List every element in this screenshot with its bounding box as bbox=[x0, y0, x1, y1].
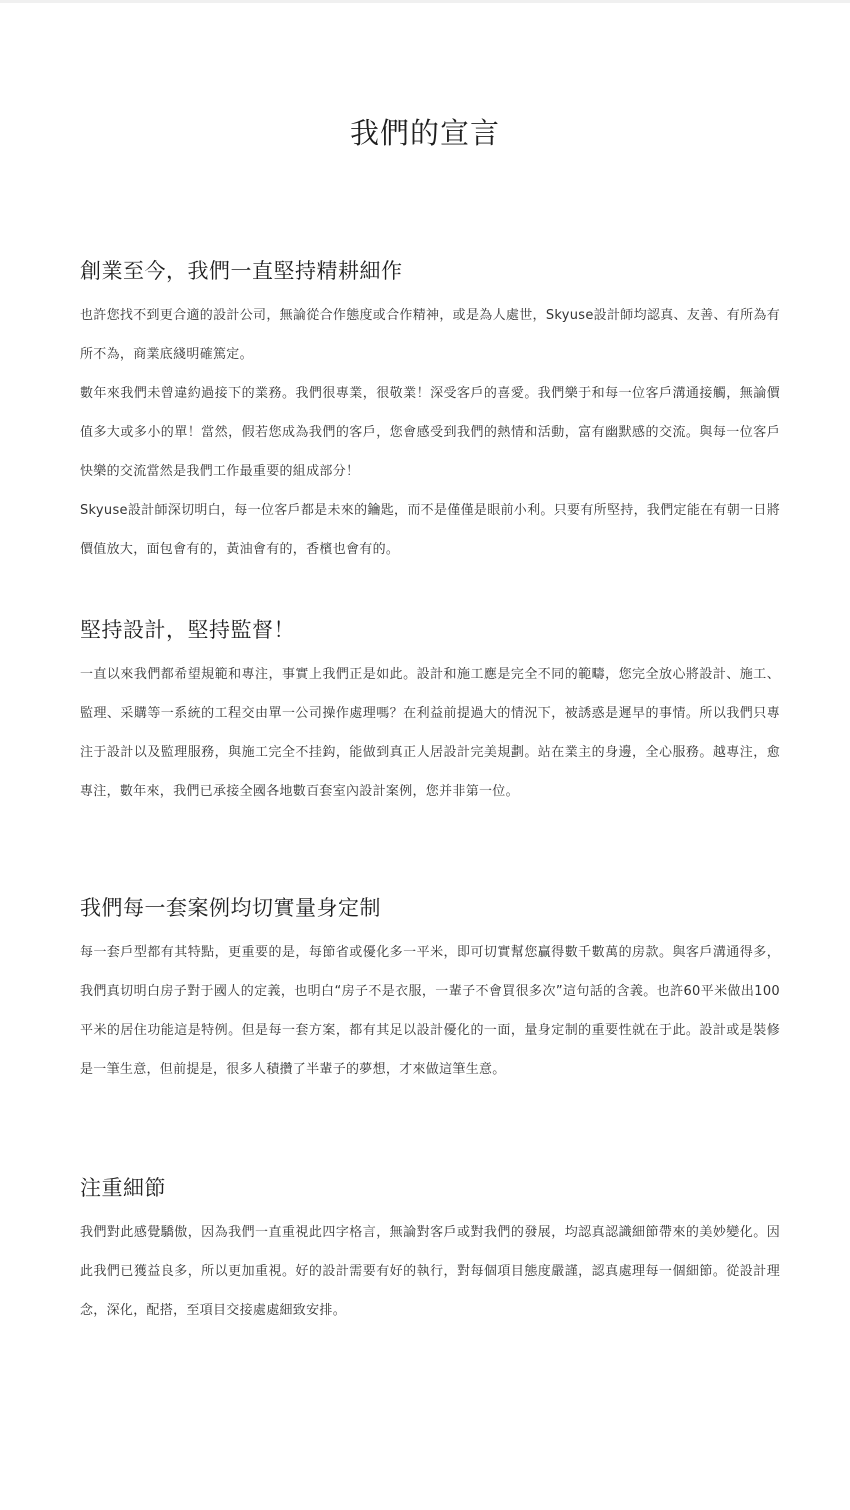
paragraph: 我們對此感覺驕傲，因為我們一直重視此四字格言，無論對客戶或對我們的發展，均認真認識細節帶來的美妙變化。因此我們已獲益良多，所以更加重視。好的設計需要有好的執行，對每個項目態度嚴謹，認真處理每一個細節。從設計理念，深化，配搭，至項目交接處處細致安排。 bbox=[80, 1225, 780, 1318]
section-body bbox=[80, 296, 780, 569]
section-body bbox=[80, 933, 780, 1089]
paragraph: 也許您找不到更合適的設計公司，無論從合作態度或合作精神，或是為人處世，Skyuse設計師均認真、友善、有所為有所不為，商業底綫明確篤定。 bbox=[80, 308, 780, 362]
section-craftsmanship bbox=[80, 256, 780, 569]
paragraph: 每一套戶型都有其特點，更重要的是，每節省或優化多一平米，即可切實幫您贏得數千數萬的房款。與客戶溝通得多，我們真切明白房子對于國人的定義，也明白“房子不是衣服，一輩子不會買很多次”這句話的含義。也許60平米做出100平米的居住功能這是特例。但是每一套方案，都有其足以設計優化的一面，量身定制的重要性就在于此。設計或是裝修是一筆生意，但前提是，很多人積攢了半輩子的夢想，才來做這筆生意。 bbox=[80, 945, 780, 1077]
page-title: 我們的宣言 bbox=[349, 116, 500, 150]
section-heading: 創業至今，我們一直堅持精耕細作 bbox=[80, 259, 403, 283]
section-attention-to-detail bbox=[80, 1173, 780, 1330]
paragraph: 數年來我們未曾違約過接下的業務。我們很專業，很敬業！深受客戶的喜愛。我們樂于和每一位客戶溝通接觸，無論價值多大或多小的單！當然，假若您成為我們的客戶，您會感受到我們的熱情和活動，富有幽默感的交流。與每一位客戶快樂的交流當然是我們工作最重要的組成部分！ bbox=[80, 386, 780, 479]
manifesto-page bbox=[0, 3, 850, 1510]
paragraph: 一直以來我們都希望規範和專注，事實上我們正是如此。設計和施工應是完全不同的範疇，您完全放心將設計、施工、監理、采購等一系統的工程交由單一公司操作處理嗎？在利益前提過大的情況下，被誘惑是遲早的事情。所以我們只專注于設計以及監理服務，與施工完全不挂鈎，能做到真正人居設計完美規劃。站在業主的身邊，全心服務。越專注，愈專注，數年來，我們已承接全國各地數百套室內設計案例，您并非第一位。 bbox=[80, 667, 780, 799]
section-custom-tailored bbox=[80, 893, 780, 1089]
section-heading: 我們每一套案例均切實量身定制 bbox=[80, 896, 381, 920]
section-body bbox=[80, 1213, 780, 1330]
section-body bbox=[80, 655, 780, 811]
section-design-supervision bbox=[80, 615, 780, 811]
section-heading: 注重細節 bbox=[80, 1176, 166, 1200]
section-heading: 堅持設計，堅持監督！ bbox=[80, 618, 295, 642]
paragraph: Skyuse設計師深切明白，每一位客戶都是未來的鑰匙，而不是僅僅是眼前小利。只要有所堅持，我們定能在有朝一日將價值放大，面包會有的，黃油會有的，香檳也會有的。 bbox=[80, 503, 780, 557]
